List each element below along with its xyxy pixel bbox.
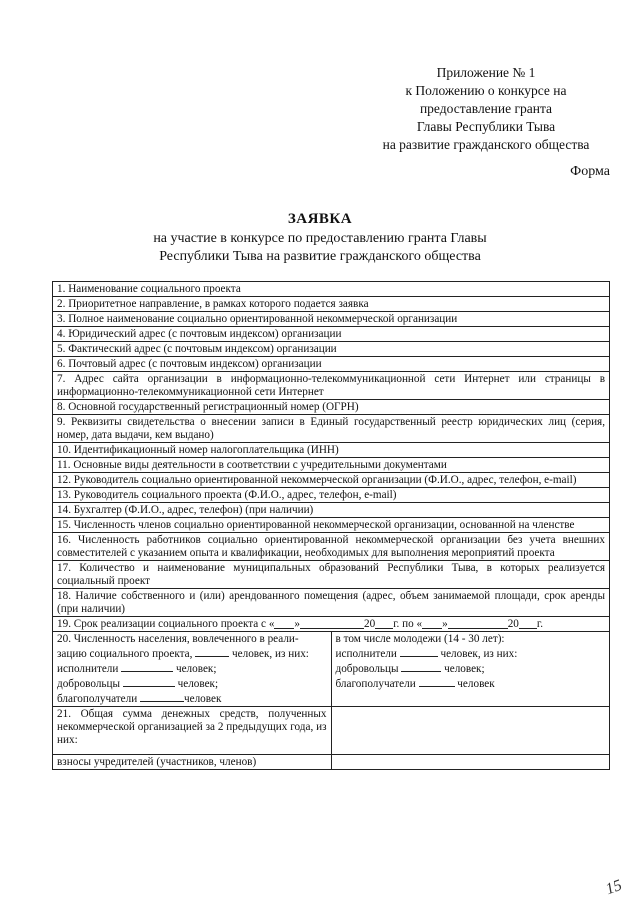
volunteers-blank [123,676,175,687]
executors-blank [400,646,438,657]
executors-label: исполнители [57,663,119,675]
table-row [53,327,610,342]
unit-label: человек [184,693,222,705]
table-row [53,561,610,589]
end-day-blank [422,618,442,629]
table-row [53,443,610,458]
beneficiaries-blank [140,691,184,702]
executors-label: исполнители [335,648,397,660]
unit-label: человек; [177,678,219,690]
table-row [53,632,610,707]
row-4: 4. Юридический адрес (с почтовым индексом) организации [53,327,610,342]
row-18: 18. Наличие собственного и (или) арендованного помещения (адрес, объем занимаемой площади, срок аренды (при наличии) [53,589,610,617]
table-row [53,297,610,312]
funds-label: 21. Общая сумма денежных средств, полученных некоммерческой организацией за 2 предыдущих года, из них: [53,707,332,754]
population-right [332,632,610,706]
from-to-text: г. по « [393,618,423,630]
beneficiaries-label: благополучатели [57,693,138,705]
quote-close-2: » [442,618,448,630]
application-table [52,281,610,770]
founders-contributions-value [332,755,610,769]
row-13: 13. Руководитель социального проекта (Ф.И.О., адрес, телефон, e-mail) [53,488,610,503]
population-left [53,632,332,706]
table-row [53,617,610,632]
table-row [53,312,610,327]
document-title: ЗАЯВКА [287,211,353,227]
row-16: 16. Численность работников социально ориентированной некоммерческой организации без учета внешних совместителей с указанием опыта и квалификации, необходимых для выполнения мероприятий проекта [53,533,610,561]
quote-close: » [294,618,301,630]
volunteers-blank [401,661,441,672]
appendix-header [360,64,612,154]
document-subtitle [120,230,520,266]
row-1: 1. Наименование социального проекта [53,282,610,297]
appendix-line: к Положению о конкурсе на [405,83,567,98]
end-year-prefix: 20 [507,618,519,630]
table-row [53,400,610,415]
table-row [53,707,610,755]
appendix-line: Главы Республики Тыва [416,119,556,134]
unit-label: человек, из них: [440,648,518,660]
row-19 [53,617,610,632]
row-6: 6. Почтовый адрес (с почтовым индексом) организации [53,357,610,372]
row-2: 2. Приоритетное направление, в рамках которого подается заявка [53,297,610,312]
table-row [53,357,610,372]
table-row [53,755,610,770]
funds-value [332,707,610,754]
row-15: 15. Численность членов социально ориентированной некоммерческой организации, основанной на членстве [53,518,610,533]
row-3: 3. Полное наименование социально ориентированной некоммерческой организации [53,312,610,327]
beneficiaries-blank [419,676,455,687]
executors-blank [121,661,173,672]
subtitle-line: на участие в конкурсе по предоставлению гранта Главы [153,231,487,246]
row-12: 12. Руководитель социально ориентированной некоммерческой организации (Ф.И.О., адрес, телефон, e-mail) [53,473,610,488]
unit-label: человек; [175,663,217,675]
table-row [53,372,610,400]
table-row [53,533,610,561]
table-row [53,589,610,617]
appendix-line: предоставление гранта [419,101,553,116]
start-day-blank [274,618,294,629]
row-14: 14. Бухгалтер (Ф.И.О., адрес, телефон) (при наличии) [53,503,610,518]
row-21-sub [53,755,610,770]
row-10: 10. Идентификационный номер налогоплательщика (ИНН) [53,443,610,458]
table-row [53,282,610,297]
year-suffix: г. [536,618,543,630]
row-21 [53,707,610,755]
beneficiaries-label: благополучатели [335,678,416,690]
row-17: 17. Количество и наименование муниципальных образований Республики Тыва, в которых реализуется социальный проект [53,561,610,589]
population-text: человек, из них: [232,648,309,660]
table-row [53,488,610,503]
table-row [53,473,610,488]
table-row [53,458,610,473]
row-20 [53,632,610,707]
project-period [57,618,605,631]
table-row [53,518,610,533]
volunteers-label: добровольцы [57,678,121,690]
start-year-blank [375,618,393,629]
end-month-blank [448,618,508,629]
row-9: 9. Реквизиты свидетельства о внесении записи в Единый государственный реестр юридических лиц (серия, номер, дата выдачи, кем выдано) [53,415,610,443]
end-year-blank [519,618,537,629]
appendix-line: Приложение № 1 [436,65,536,80]
table-row [53,415,610,443]
population-text: зацию социального проекта, [57,648,193,660]
start-year-prefix: 20 [364,618,376,630]
founders-contributions-label: взносы учредителей (участников, членов) [53,755,332,769]
appendix-line: на развитие гражданского общества [382,137,590,152]
row-7: 7. Адрес сайта организации в информационно-телекоммуникационной сети Интернет или страницы в информационно-телекоммуникационной сети Интернет [53,372,610,400]
table-row [53,342,610,357]
total-blank [195,646,229,657]
subtitle-line: Республики Тыва на развитие гражданского общества [159,249,481,264]
unit-label: человек; [444,663,485,675]
youth-text: в том числе молодежи (14 - 30 лет): [335,633,505,645]
period-prefix: 19. Срок реализации социального проекта с « [57,618,275,630]
table-row [53,503,610,518]
form-label: Форма [570,164,610,179]
population-text: 20. Численность населения, вовлеченного в реали- [57,633,299,645]
start-month-blank [300,618,364,629]
unit-label: человек [457,678,495,690]
row-5: 5. Фактический адрес (с почтовым индексом) организации [53,342,610,357]
row-11: 11. Основные виды деятельности в соответствии с учредительными документами [53,458,610,473]
page-number: 15 [603,876,625,899]
volunteers-label: добровольцы [335,663,399,675]
row-8: 8. Основной государственный регистрационный номер (ОГРН) [53,400,610,415]
